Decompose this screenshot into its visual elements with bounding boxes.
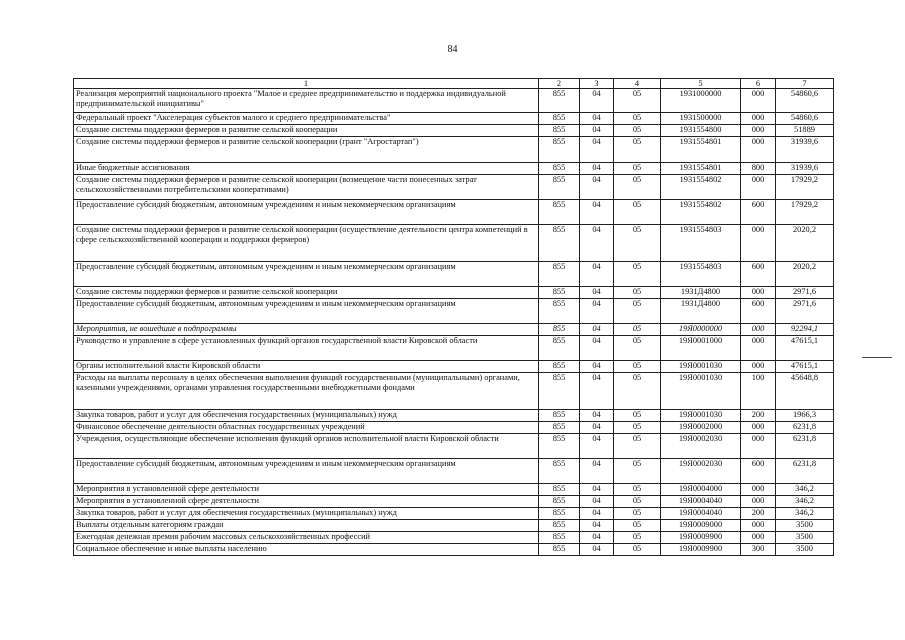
section-code-cell: 04 [580, 520, 614, 532]
section-code-cell: 04 [580, 324, 614, 336]
table-row [74, 262, 834, 287]
subsection-code-cell: 05 [614, 175, 661, 200]
table-row [74, 373, 834, 410]
table-row [74, 287, 834, 299]
section-code-cell: 04 [580, 336, 614, 361]
section-code-cell: 04 [580, 175, 614, 200]
main-admin-code-cell: 855 [539, 299, 580, 324]
subsection-code-cell: 05 [614, 299, 661, 324]
amount-cell: 47615,1 [776, 336, 834, 361]
main-admin-code-cell: 855 [539, 163, 580, 175]
section-code-cell: 04 [580, 484, 614, 496]
section-code-cell: 04 [580, 544, 614, 556]
row-name-cell: Закупка товаров, работ и услуг для обеспечения государственных (муниципальных) нужд [74, 410, 539, 422]
table-row [74, 137, 834, 163]
expense-type-cell: 600 [741, 459, 776, 484]
main-admin-code-cell: 855 [539, 225, 580, 262]
subsection-code-cell: 05 [614, 422, 661, 434]
amount-cell: 346,2 [776, 508, 834, 520]
subsection-code-cell: 05 [614, 520, 661, 532]
subsection-code-cell: 05 [614, 410, 661, 422]
amount-cell: 2971,6 [776, 299, 834, 324]
header-cell: 4 [614, 79, 661, 89]
expense-type-cell: 000 [741, 484, 776, 496]
expense-type-cell: 000 [741, 361, 776, 373]
row-name-cell: Социальное обеспечение и иные выплаты населению [74, 544, 539, 556]
table-row [74, 324, 834, 336]
subsection-code-cell: 05 [614, 113, 661, 125]
section-code-cell: 04 [580, 373, 614, 410]
amount-cell: 2020,2 [776, 225, 834, 262]
subsection-code-cell: 05 [614, 137, 661, 163]
subsection-code-cell: 05 [614, 287, 661, 299]
subsection-code-cell: 05 [614, 324, 661, 336]
table-row [74, 496, 834, 508]
row-name-cell: Создание системы поддержки фермеров и развитие сельской кооперации [74, 125, 539, 137]
amount-cell: 6231,8 [776, 422, 834, 434]
expense-type-cell: 000 [741, 225, 776, 262]
expense-type-cell: 600 [741, 200, 776, 225]
expense-type-cell: 000 [741, 125, 776, 137]
subsection-code-cell: 05 [614, 163, 661, 175]
target-article-cell: 1931554801 [661, 137, 741, 163]
table-body [74, 89, 834, 556]
row-name-cell: Создание системы поддержки фермеров и развитие сельской кооперации (возмещение части понесенных затрат сельскохозяйственными потребительскими кооперативами) [74, 175, 539, 200]
target-article-cell: 19Я0009000 [661, 520, 741, 532]
section-code-cell: 04 [580, 496, 614, 508]
amount-cell: 45648,8 [776, 373, 834, 410]
section-code-cell: 04 [580, 422, 614, 434]
table-row [74, 200, 834, 225]
row-name-cell: Руководство и управление в сфере установленных функций органов государственной власти Кировской области [74, 336, 539, 361]
target-article-cell: 1931554801 [661, 163, 741, 175]
section-code-cell: 04 [580, 361, 614, 373]
main-admin-code-cell: 855 [539, 434, 580, 459]
main-admin-code-cell: 855 [539, 175, 580, 200]
table-row [74, 175, 834, 200]
section-code-cell: 04 [580, 299, 614, 324]
row-name-cell: Мероприятия, не вошедшие в подпрограммы [74, 324, 539, 336]
target-article-cell: 19Я0001000 [661, 336, 741, 361]
expense-type-cell: 000 [741, 137, 776, 163]
main-admin-code-cell: 855 [539, 484, 580, 496]
expense-type-cell: 800 [741, 163, 776, 175]
amount-cell: 6231,8 [776, 434, 834, 459]
amount-cell: 3500 [776, 544, 834, 556]
expense-type-cell: 000 [741, 89, 776, 113]
amount-cell: 47615,1 [776, 361, 834, 373]
target-article-cell: 1931554802 [661, 200, 741, 225]
amount-cell: 2971,6 [776, 287, 834, 299]
section-code-cell: 04 [580, 434, 614, 459]
main-admin-code-cell: 855 [539, 508, 580, 520]
target-article-cell: 19Я0001030 [661, 361, 741, 373]
main-admin-code-cell: 855 [539, 125, 580, 137]
main-admin-code-cell: 855 [539, 496, 580, 508]
subsection-code-cell: 05 [614, 200, 661, 225]
page-number: 84 [447, 44, 458, 55]
subsection-code-cell: 05 [614, 434, 661, 459]
subsection-code-cell: 05 [614, 89, 661, 113]
main-admin-code-cell: 855 [539, 544, 580, 556]
budget-table [73, 78, 834, 556]
table-row [74, 459, 834, 484]
expense-type-cell: 000 [741, 434, 776, 459]
main-admin-code-cell: 855 [539, 410, 580, 422]
expense-type-cell: 600 [741, 299, 776, 324]
section-code-cell: 04 [580, 459, 614, 484]
target-article-cell: 1931Д4800 [661, 299, 741, 324]
main-admin-code-cell: 855 [539, 200, 580, 225]
table-row [74, 163, 834, 175]
row-name-cell: Предоставление субсидий бюджетным, автономным учреждениям и иным некоммерческим организациям [74, 299, 539, 324]
target-article-cell: 1931554802 [661, 175, 741, 200]
amount-cell: 3500 [776, 520, 834, 532]
header-cell: 7 [776, 79, 834, 89]
header-cell: 5 [661, 79, 741, 89]
row-name-cell: Мероприятия в установленной сфере деятельности [74, 484, 539, 496]
expense-type-cell: 200 [741, 410, 776, 422]
expense-type-cell: 000 [741, 175, 776, 200]
main-admin-code-cell: 855 [539, 137, 580, 163]
table-row [74, 299, 834, 324]
row-name-cell: Закупка товаров, работ и услуг для обеспечения государственных (муниципальных) нужд [74, 508, 539, 520]
subsection-code-cell: 05 [614, 361, 661, 373]
amount-cell: 54860,6 [776, 113, 834, 125]
subsection-code-cell: 05 [614, 125, 661, 137]
row-name-cell: Предоставление субсидий бюджетным, автономным учреждениям и иным некоммерческим организациям [74, 262, 539, 287]
table-row [74, 225, 834, 262]
target-article-cell: 19Я0001030 [661, 373, 741, 410]
amount-cell: 31939,6 [776, 137, 834, 163]
section-code-cell: 04 [580, 410, 614, 422]
table-row [74, 508, 834, 520]
target-article-cell: 1931Д4800 [661, 287, 741, 299]
main-admin-code-cell: 855 [539, 422, 580, 434]
subsection-code-cell: 05 [614, 225, 661, 262]
section-code-cell: 04 [580, 125, 614, 137]
table-row [74, 532, 834, 544]
main-admin-code-cell: 855 [539, 324, 580, 336]
table-row [74, 544, 834, 556]
target-article-cell: 1931554800 [661, 125, 741, 137]
expense-type-cell: 300 [741, 544, 776, 556]
header-row [74, 79, 834, 89]
section-code-cell: 04 [580, 163, 614, 175]
main-admin-code-cell: 855 [539, 336, 580, 361]
target-article-cell: 19Я0002030 [661, 434, 741, 459]
subsection-code-cell: 05 [614, 373, 661, 410]
target-article-cell: 1931554803 [661, 225, 741, 262]
target-article-cell: 19Я0000000 [661, 324, 741, 336]
subsection-code-cell: 05 [614, 544, 661, 556]
row-name-cell: Учреждения, осуществляющие обеспечение исполнения функций органов исполнительной власти Кировской области [74, 434, 539, 459]
header-cell: 3 [580, 79, 614, 89]
amount-cell: 1966,3 [776, 410, 834, 422]
target-article-cell: 1931500000 [661, 113, 741, 125]
subsection-code-cell: 05 [614, 262, 661, 287]
target-article-cell: 1931000000 [661, 89, 741, 113]
table-row [74, 125, 834, 137]
section-code-cell: 04 [580, 137, 614, 163]
row-name-cell: Ежегодная денежная премия рабочим массовых сельскохозяйственных профессий [74, 532, 539, 544]
target-article-cell: 19Я0009900 [661, 532, 741, 544]
amount-cell: 6231,8 [776, 459, 834, 484]
table-row [74, 434, 834, 459]
main-admin-code-cell: 855 [539, 89, 580, 113]
expense-type-cell: 000 [741, 113, 776, 125]
section-code-cell: 04 [580, 532, 614, 544]
amount-cell: 3500 [776, 532, 834, 544]
table-row [74, 410, 834, 422]
table-row [74, 361, 834, 373]
expense-type-cell: 000 [741, 532, 776, 544]
row-name-cell: Мероприятия в установленной сфере деятельности [74, 496, 539, 508]
section-code-cell: 04 [580, 262, 614, 287]
main-admin-code-cell: 855 [539, 532, 580, 544]
expense-type-cell: 000 [741, 324, 776, 336]
expense-type-cell: 000 [741, 336, 776, 361]
table-row [74, 89, 834, 113]
row-name-cell: Финансовое обеспечение деятельности областных государственных учреждений [74, 422, 539, 434]
subsection-code-cell: 05 [614, 459, 661, 484]
row-name-cell: Органы исполнительной власти Кировской области [74, 361, 539, 373]
amount-cell: 92294,1 [776, 324, 834, 336]
subsection-code-cell: 05 [614, 336, 661, 361]
amount-cell: 2020,2 [776, 262, 834, 287]
expense-type-cell: 000 [741, 496, 776, 508]
header-cell: 2 [539, 79, 580, 89]
target-article-cell: 19Я0001030 [661, 410, 741, 422]
main-admin-code-cell: 855 [539, 459, 580, 484]
margin-line [862, 357, 892, 358]
section-code-cell: 04 [580, 113, 614, 125]
target-article-cell: 19Я0002030 [661, 459, 741, 484]
row-name-cell: Реализация мероприятий национального проекта "Малое и среднее предпринимательство и поддержка индивидуальной предпринимательской инициативы" [74, 89, 539, 113]
subsection-code-cell: 05 [614, 496, 661, 508]
target-article-cell: 1931554803 [661, 262, 741, 287]
main-admin-code-cell: 855 [539, 262, 580, 287]
expense-type-cell: 000 [741, 520, 776, 532]
section-code-cell: 04 [580, 200, 614, 225]
amount-cell: 51889 [776, 125, 834, 137]
amount-cell: 17929,2 [776, 200, 834, 225]
amount-cell: 54860,6 [776, 89, 834, 113]
main-admin-code-cell: 855 [539, 287, 580, 299]
main-admin-code-cell: 855 [539, 373, 580, 410]
main-admin-code-cell: 855 [539, 113, 580, 125]
table-row [74, 336, 834, 361]
expense-type-cell: 100 [741, 373, 776, 410]
target-article-cell: 19Я0004040 [661, 496, 741, 508]
main-admin-code-cell: 855 [539, 361, 580, 373]
subsection-code-cell: 05 [614, 532, 661, 544]
subsection-code-cell: 05 [614, 508, 661, 520]
target-article-cell: 19Я0009900 [661, 544, 741, 556]
header-cell: 1 [74, 79, 539, 89]
amount-cell: 346,2 [776, 496, 834, 508]
amount-cell: 17929,2 [776, 175, 834, 200]
target-article-cell: 19Я0002000 [661, 422, 741, 434]
row-name-cell: Создание системы поддержки фермеров и развитие сельской кооперации (грант "Агростартап") [74, 137, 539, 163]
expense-type-cell: 000 [741, 287, 776, 299]
table-row [74, 520, 834, 532]
main-admin-code-cell: 855 [539, 520, 580, 532]
target-article-cell: 19Я0004040 [661, 508, 741, 520]
section-code-cell: 04 [580, 508, 614, 520]
row-name-cell: Создание системы поддержки фермеров и развитие сельской кооперации (осуществление деятельности центра компетенций в сфере сельскохозяйственной кооперации и поддержки фермеров) [74, 225, 539, 262]
header-cell: 6 [741, 79, 776, 89]
section-code-cell: 04 [580, 287, 614, 299]
section-code-cell: 04 [580, 225, 614, 262]
table-row [74, 422, 834, 434]
row-name-cell: Выплаты отдельным категориям граждан [74, 520, 539, 532]
expense-type-cell: 000 [741, 422, 776, 434]
expense-type-cell: 200 [741, 508, 776, 520]
amount-cell: 31939,6 [776, 163, 834, 175]
subsection-code-cell: 05 [614, 484, 661, 496]
amount-cell: 346,2 [776, 484, 834, 496]
target-article-cell: 19Я0004000 [661, 484, 741, 496]
row-name-cell: Расходы на выплаты персоналу в целях обеспечения выполнения функций государственными (муниципальными) органами, казенными учреждениями, органами управления государственными внебюджетными фондами [74, 373, 539, 410]
table-row [74, 113, 834, 125]
section-code-cell: 04 [580, 89, 614, 113]
row-name-cell: Создание системы поддержки фермеров и развитие сельской кооперации [74, 287, 539, 299]
row-name-cell: Предоставление субсидий бюджетным, автономным учреждениям и иным некоммерческим организациям [74, 200, 539, 225]
table-row [74, 484, 834, 496]
row-name-cell: Федеральный проект "Акселерация субъектов малого и среднего предпринимательства" [74, 113, 539, 125]
expense-type-cell: 600 [741, 262, 776, 287]
row-name-cell: Иные бюджетные ассигнования [74, 163, 539, 175]
row-name-cell: Предоставление субсидий бюджетным, автономным учреждениям и иным некоммерческим организациям [74, 459, 539, 484]
